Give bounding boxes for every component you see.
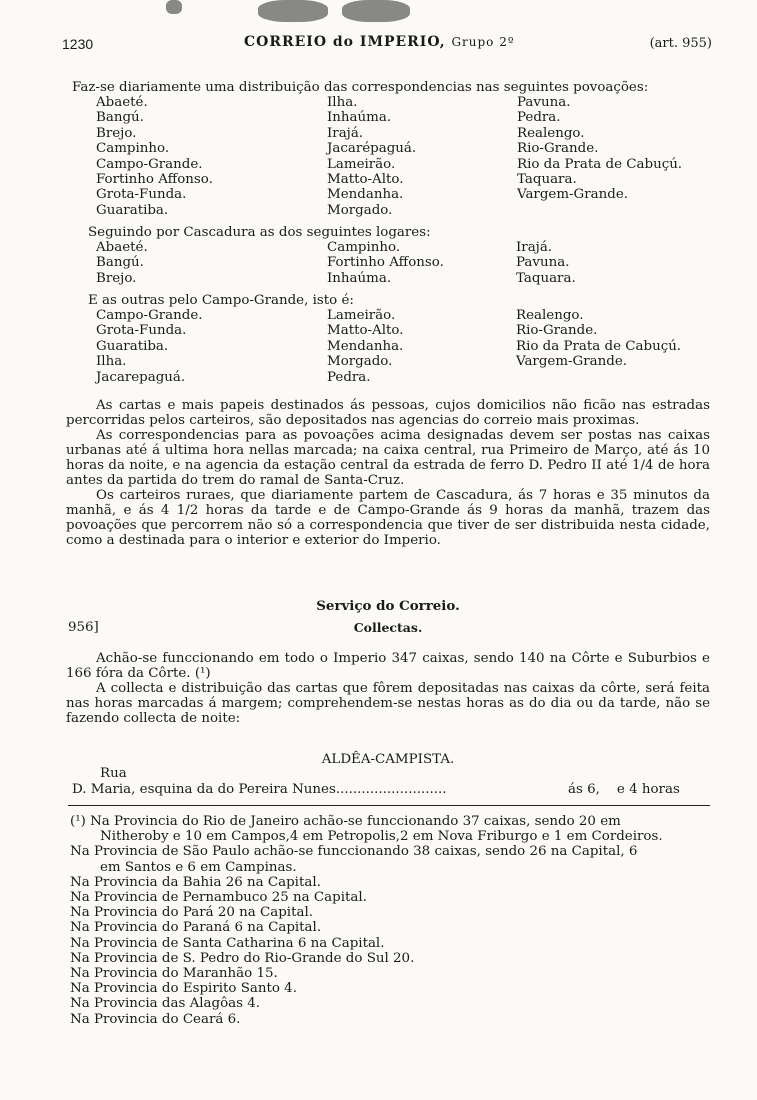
place-name: Campo-Grande.: [96, 308, 203, 323]
footnote-line: Na Provincia do Ceará 6.: [70, 1011, 241, 1027]
place-name: Brejo.: [96, 125, 137, 141]
place-name: Bangú.: [96, 255, 144, 271]
place-name: Campinho.: [327, 240, 401, 255]
place-name: Jacarépaguá.: [327, 141, 417, 157]
footnote-line: Na Provincia do Paraná 6 na Capital.: [70, 920, 322, 936]
place-name: Pedra.: [517, 110, 561, 126]
body-paragraphs: [66, 398, 710, 548]
place-name: Rio-Grande.: [517, 141, 599, 157]
place-name: Fortinho Affonso.: [327, 255, 444, 271]
place-name: Vargem-Grande.: [516, 354, 628, 370]
place-name: Ilha.: [96, 354, 127, 370]
scan-smudge: [342, 0, 410, 22]
place-name: Pedra.: [327, 369, 371, 385]
section-paragraphs: [66, 651, 710, 726]
place-name: Irajá.: [516, 240, 553, 255]
footnotes: [70, 814, 714, 1027]
row-times: ás 6, e 4 horas: [568, 782, 680, 797]
footnote-line: Na Provincia das Alagôas 4.: [70, 996, 261, 1012]
footnote-line: Na Provincia do Maranhão 15.: [70, 966, 278, 982]
place-name: Matto-Alto.: [327, 323, 404, 339]
footnote-line: Nitheroby e 10 em Campos,4 em Petropolis,2 em Nova Friburgo e 1 em Cordeiros.: [100, 829, 663, 845]
footnote-line: Na Provincia da Bahia 26 na Capital.: [70, 874, 321, 890]
footnote-line: (¹) Na Provincia do Rio de Janeiro achão-se funccionando 37 caixas, sendo 20 em: [70, 814, 621, 829]
footnote-divider: [68, 805, 710, 806]
page-title: CORREIO do IMPERIO, Grupo 2º: [244, 34, 515, 50]
footnote-line: Na Provincia do Pará 20 na Capital.: [70, 905, 313, 921]
footnote-line: em Santos e 6 em Campinas.: [100, 859, 297, 875]
place-name: Bangú.: [96, 110, 144, 126]
place-name: Realengo.: [516, 308, 584, 323]
footnote-line: Na Provincia de Pernambuco 25 na Capital.: [70, 890, 367, 906]
intro-line-1: Faz-se diariamente uma distribuição das correspondencias nas seguintes povoações:: [72, 80, 649, 95]
paragraph: As cartas e mais papeis destinados ás pessoas, cujos domicilios não ficão nas estradas percorridas pelos carteiros, são depositados nas agencias do correio mais proximas.: [66, 398, 710, 428]
page-number: 1230: [62, 36, 94, 52]
place-name: Morgado.: [327, 202, 393, 218]
place-name: Rio da Prata de Cabuçú.: [516, 338, 682, 354]
place-name: Irajá.: [327, 125, 364, 141]
place-name: Rio-Grande.: [516, 323, 598, 339]
footnote-line: Na Provincia de Santa Catharina 6 na Capital.: [70, 935, 385, 951]
page-header: [62, 34, 712, 58]
paragraph: Achão-se funccionando em todo o Imperio 347 caixas, sendo 140 na Côrte e Suburbios e 166 fóra da Côrte. (¹): [66, 651, 710, 681]
footnote-line: Na Provincia do Espirito Santo 4.: [70, 981, 297, 997]
place-name: Ilha.: [327, 95, 358, 110]
footnote-line: Na Provincia de São Paulo achão-se funccionando 38 caixas, sendo 26 na Capital, 6: [70, 844, 638, 860]
place-name: Pavuna.: [517, 95, 571, 110]
place-name: Matto-Alto.: [327, 172, 404, 187]
place-name: Lameirão.: [327, 156, 396, 172]
scan-smudge: [258, 0, 328, 22]
place-name: Taquara.: [516, 270, 576, 286]
place-name: Morgado.: [327, 354, 393, 370]
paragraph: Os carteiros ruraes, que diariamente partem de Cascadura, ás 7 horas e 35 minutos da manhã, e ás 4 1/2 horas da tarde e de Campo-Grande ás 9 horas da manhã, trazem das povoações que percorrem não só a correspondencia que tiver de ser distribuida nesta cidade, como a destinada para o interior e exterior do Imperio.: [66, 488, 710, 548]
paragraph: A collecta e distribuição das cartas que fôrem depositadas nas caixas da côrte, será feita nas horas marcadas á margem; comprehendem-se nestas horas as do dia ou da tarde, não se fazendo collecta de noite:: [66, 681, 710, 726]
place-name: Realengo.: [517, 125, 585, 141]
subheading: ALDÊA-CAMPISTA.: [321, 752, 455, 767]
place-name: Campinho.: [96, 141, 170, 157]
place-name: Grota-Funda.: [96, 187, 187, 203]
intro-line-3: E as outras pelo Campo-Grande, isto é:: [88, 293, 354, 308]
place-name: Lameirão.: [327, 308, 396, 323]
place-name: Fortinho Affonso.: [96, 172, 213, 187]
section-subtitle: Collectas.: [353, 620, 423, 635]
scan-smudge: [166, 0, 182, 14]
place-name: Vargem-Grande.: [517, 187, 629, 203]
place-name: Jacarepaguá.: [96, 369, 186, 385]
place-name: Guaratiba.: [96, 338, 169, 354]
article-reference: (art. 955): [649, 36, 712, 51]
place-name: Pavuna.: [516, 255, 570, 271]
place-name: Campo-Grande.: [96, 156, 203, 172]
row-label: Rua: [100, 766, 127, 781]
intro-line-2: Seguindo por Cascadura as dos seguintes logares:: [88, 225, 431, 240]
place-name: Inhaúma.: [327, 270, 392, 286]
place-name: Grota-Funda.: [96, 323, 187, 339]
place-name: Mendanha.: [327, 187, 404, 203]
place-name: Abaeté.: [96, 240, 148, 255]
place-name: Guaratiba.: [96, 202, 169, 218]
place-name: Brejo.: [96, 270, 137, 286]
place-name: Taquara.: [517, 172, 577, 187]
row-place: D. Maria, esquina da do Pereira Nunes..........................: [72, 782, 447, 797]
place-name: Abaeté.: [96, 95, 148, 110]
section-number: 956]: [68, 620, 99, 635]
place-name: Mendanha.: [327, 338, 404, 354]
footnote-line: Na Provincia de S. Pedro do Rio-Grande do Sul 20.: [70, 950, 415, 966]
place-name: Rio da Prata de Cabuçú.: [517, 156, 683, 172]
place-name: Inhaúma.: [327, 110, 392, 126]
section-title: Serviço do Correio.: [316, 598, 460, 614]
paragraph: As correspondencias para as povoações acima designadas devem ser postas nas caixas urbanas até á ultima hora nellas marcada; na caixa central, rua Primeiro de Março, até ás 10 horas da noite, e na agencia da estação central da estrada de ferro D. Pedro II até 1/4 de hora antes da partida do trem do ramal de Santa-Cruz.: [66, 428, 710, 488]
